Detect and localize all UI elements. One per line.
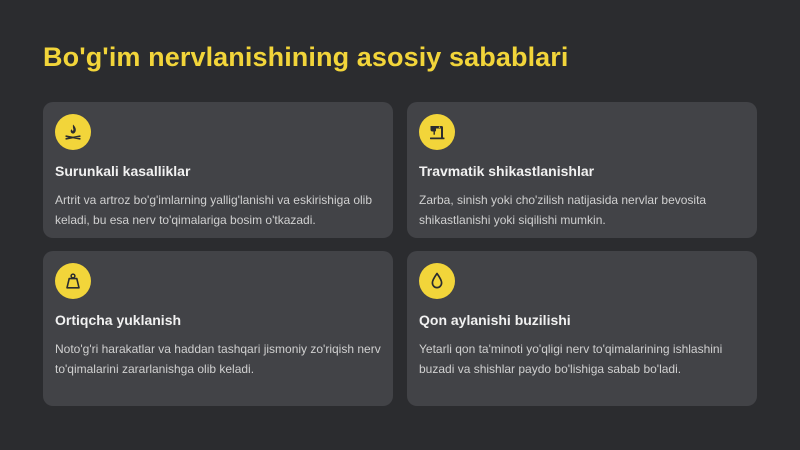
- card-title: Surunkali kasalliklar: [55, 163, 191, 179]
- weight-icon: [55, 263, 91, 299]
- card-title: Ortiqcha yuklanish: [55, 312, 182, 328]
- card-description: Zarba, sinish yoki cho'zilish natijasida nervlar bevosita shikastlanishi yoki siqilishi mumkin.: [419, 193, 707, 227]
- droplet-icon: [419, 263, 455, 299]
- card-description: Artrit va artroz bo'g'imlarning yallig'lanishi va eskirishiga olib keladi, bu esa nerv to'qimalariga bosim o'tkazadi.: [55, 193, 373, 227]
- card-description: Yetarli qon ta'minoti yo'qligi nerv to'qimalarining ishlashini buzadi va shishlar paydo bo'lishiga sabab bo'ladi.: [419, 342, 723, 376]
- card-description: Noto'g'ri harakatlar va haddan tashqari jismoniy zo'riqish nerv to'qimalarini zararlanishga olib keladi.: [55, 342, 381, 376]
- sewing-machine-icon: [419, 114, 455, 150]
- card-title: Travmatik shikastlanishlar: [419, 163, 595, 179]
- cause-card-chronic-diseases: [43, 102, 393, 238]
- cause-card-overload: [43, 251, 393, 406]
- card-title: Qon aylanishi buzilishi: [419, 312, 571, 328]
- cause-card-circulation-disorder: [407, 251, 757, 406]
- campfire-icon: [55, 114, 91, 150]
- cause-card-traumatic-injuries: [407, 102, 757, 238]
- page-title: Bo'g'im nervlanishining asosiy sabablari: [43, 42, 569, 72]
